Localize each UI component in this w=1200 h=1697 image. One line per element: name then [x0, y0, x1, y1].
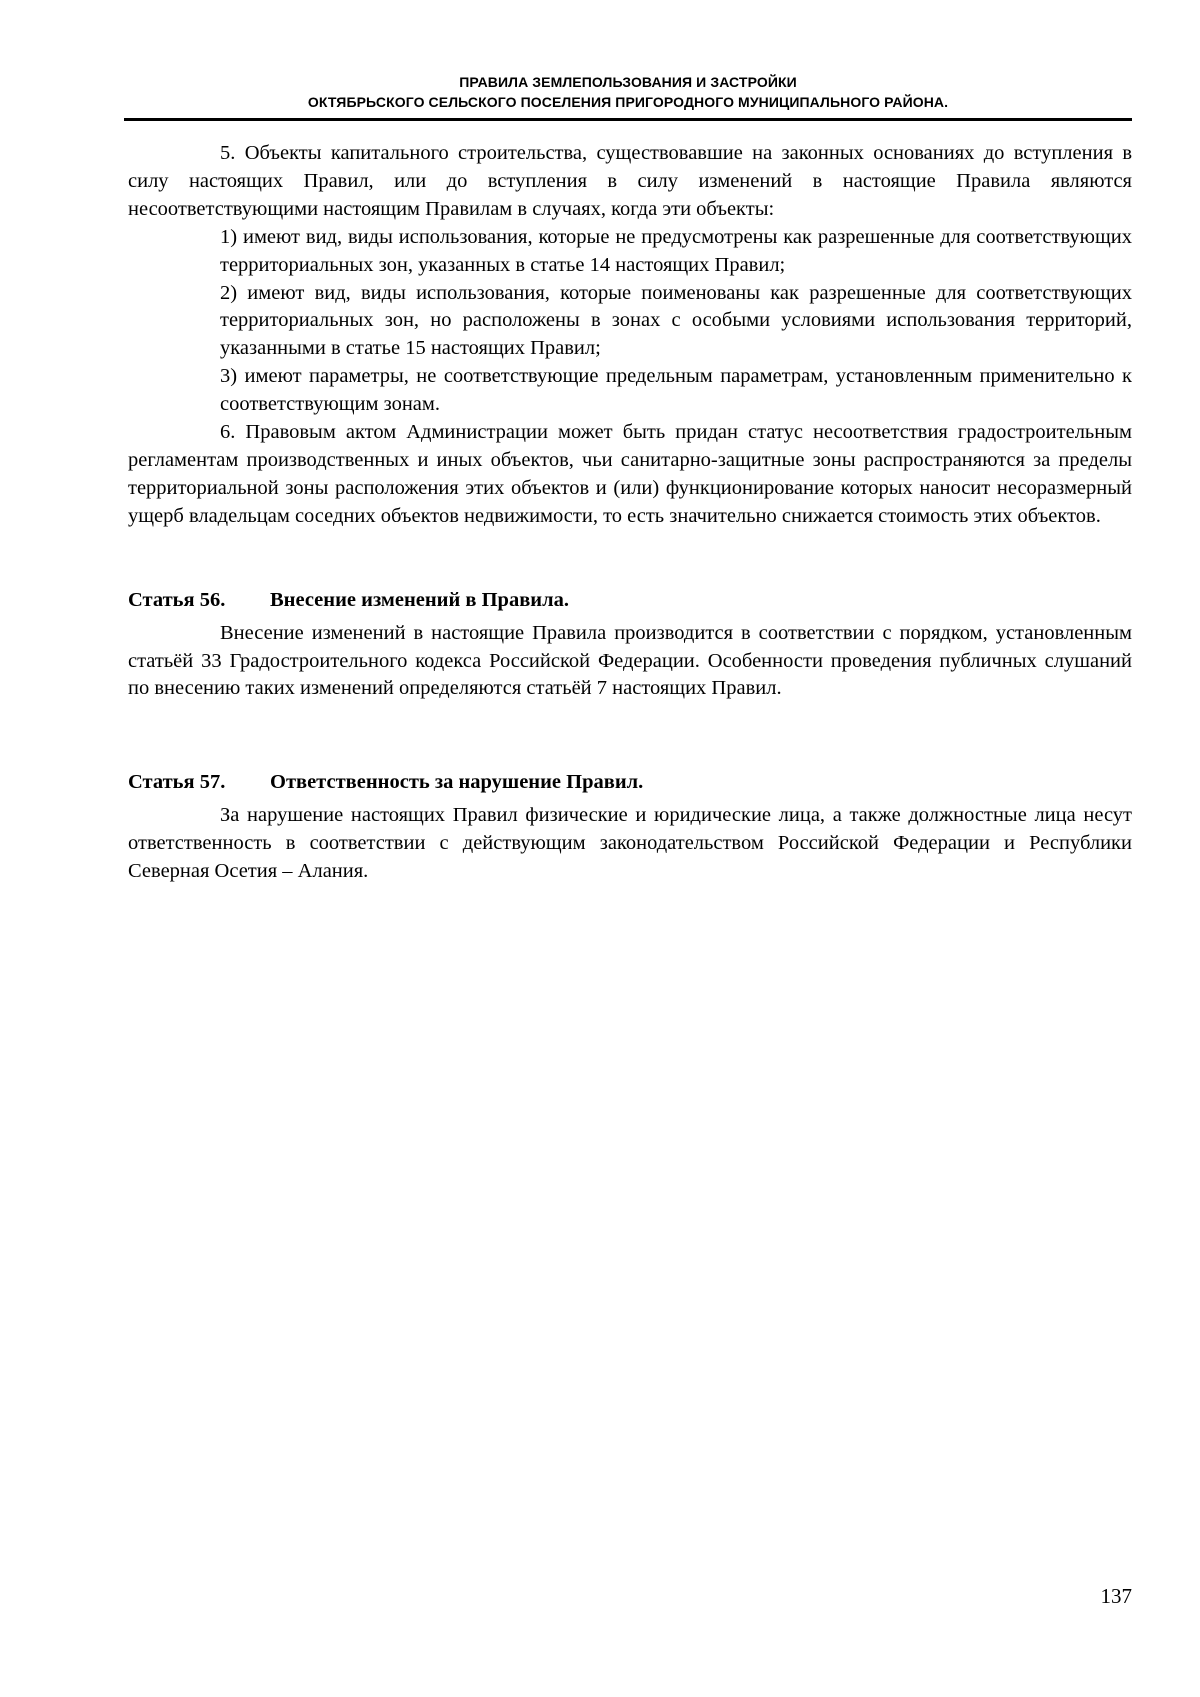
header-line-2: ОКТЯБРЬСКОГО СЕЛЬСКОГО ПОСЕЛЕНИЯ ПРИГОРОДНОГО МУНИЦИПАЛЬНОГО РАЙОНА.	[307, 94, 949, 110]
article-57-title: Ответственность за нарушение Правил.	[270, 771, 644, 794]
running-header	[124, 72, 1132, 112]
document-body	[128, 140, 1132, 886]
list-item-3: 3) имеют параметры, не соответствующие предельным параметрам, установленным применительно к соответствующим зонам.	[220, 365, 1132, 416]
page-number: 137	[1100, 1584, 1132, 1608]
paragraph-6: 6. Правовым актом Администрации может быть придан статус несоответствия градостроительным регламентам производственных и иных объектов, чьи санитарно-защитные зоны распространяются за пределы территориальной зоны расположения этих объектов и (или) функционирование которых наносит несоразмерный ущерб владельцам соседних объектов недвижимости, то есть значительно снижается стоимость этих объектов.	[128, 421, 1132, 527]
header-divider	[124, 118, 1132, 121]
paragraph-5: 5. Объекты капитального строительства, существовавшие на законных основаниях до вступления в силу настоящих Правил, или до вступления в силу изменений в настоящие Правила являются несоответствующими настоящим Правилам в случаях, когда эти объекты:	[128, 142, 1132, 220]
article-56-heading	[128, 587, 1132, 615]
article-57-number: Статья 57.	[128, 771, 226, 794]
list-item-2: 2) имеют вид, виды использования, которые поименованы как разрешенные для соответствующих территориальных зон, но расположены в зонах с особыми условиями использования территорий, указанными в статье 15 настоящих Правил;	[220, 281, 1132, 360]
article-57-text: За нарушение настоящих Правил физические и юридические лица, а также должностные лица несут ответственность в соответствии с действующим законодательством Российской Федерации и Республики Северная Осетия – Алания.	[128, 804, 1132, 883]
article-56-text: Внесение изменений в настоящие Правила производится в соответствии с порядком, установленным статьёй 33 Градостроительного кодекса Российской Федерации. Особенности проведения публичных слушаний по внесению таких изменений определяются статьёй 7 настоящих Правил.	[128, 621, 1132, 700]
list-item-1: 1) имеют вид, виды использования, которые не предусмотрены как разрешенные для соответствующих территориальных зон, указанных в статье 14 настоящих Правил;	[220, 225, 1132, 276]
header-line-1: ПРАВИЛА ЗЕМЛЕПОЛЬЗОВАНИЯ И ЗАСТРОЙКИ	[459, 74, 797, 90]
article-57-heading	[128, 769, 1132, 797]
article-56-number: Статья 56.	[128, 588, 226, 611]
article-56-title: Внесение изменений в Правила.	[270, 588, 569, 611]
